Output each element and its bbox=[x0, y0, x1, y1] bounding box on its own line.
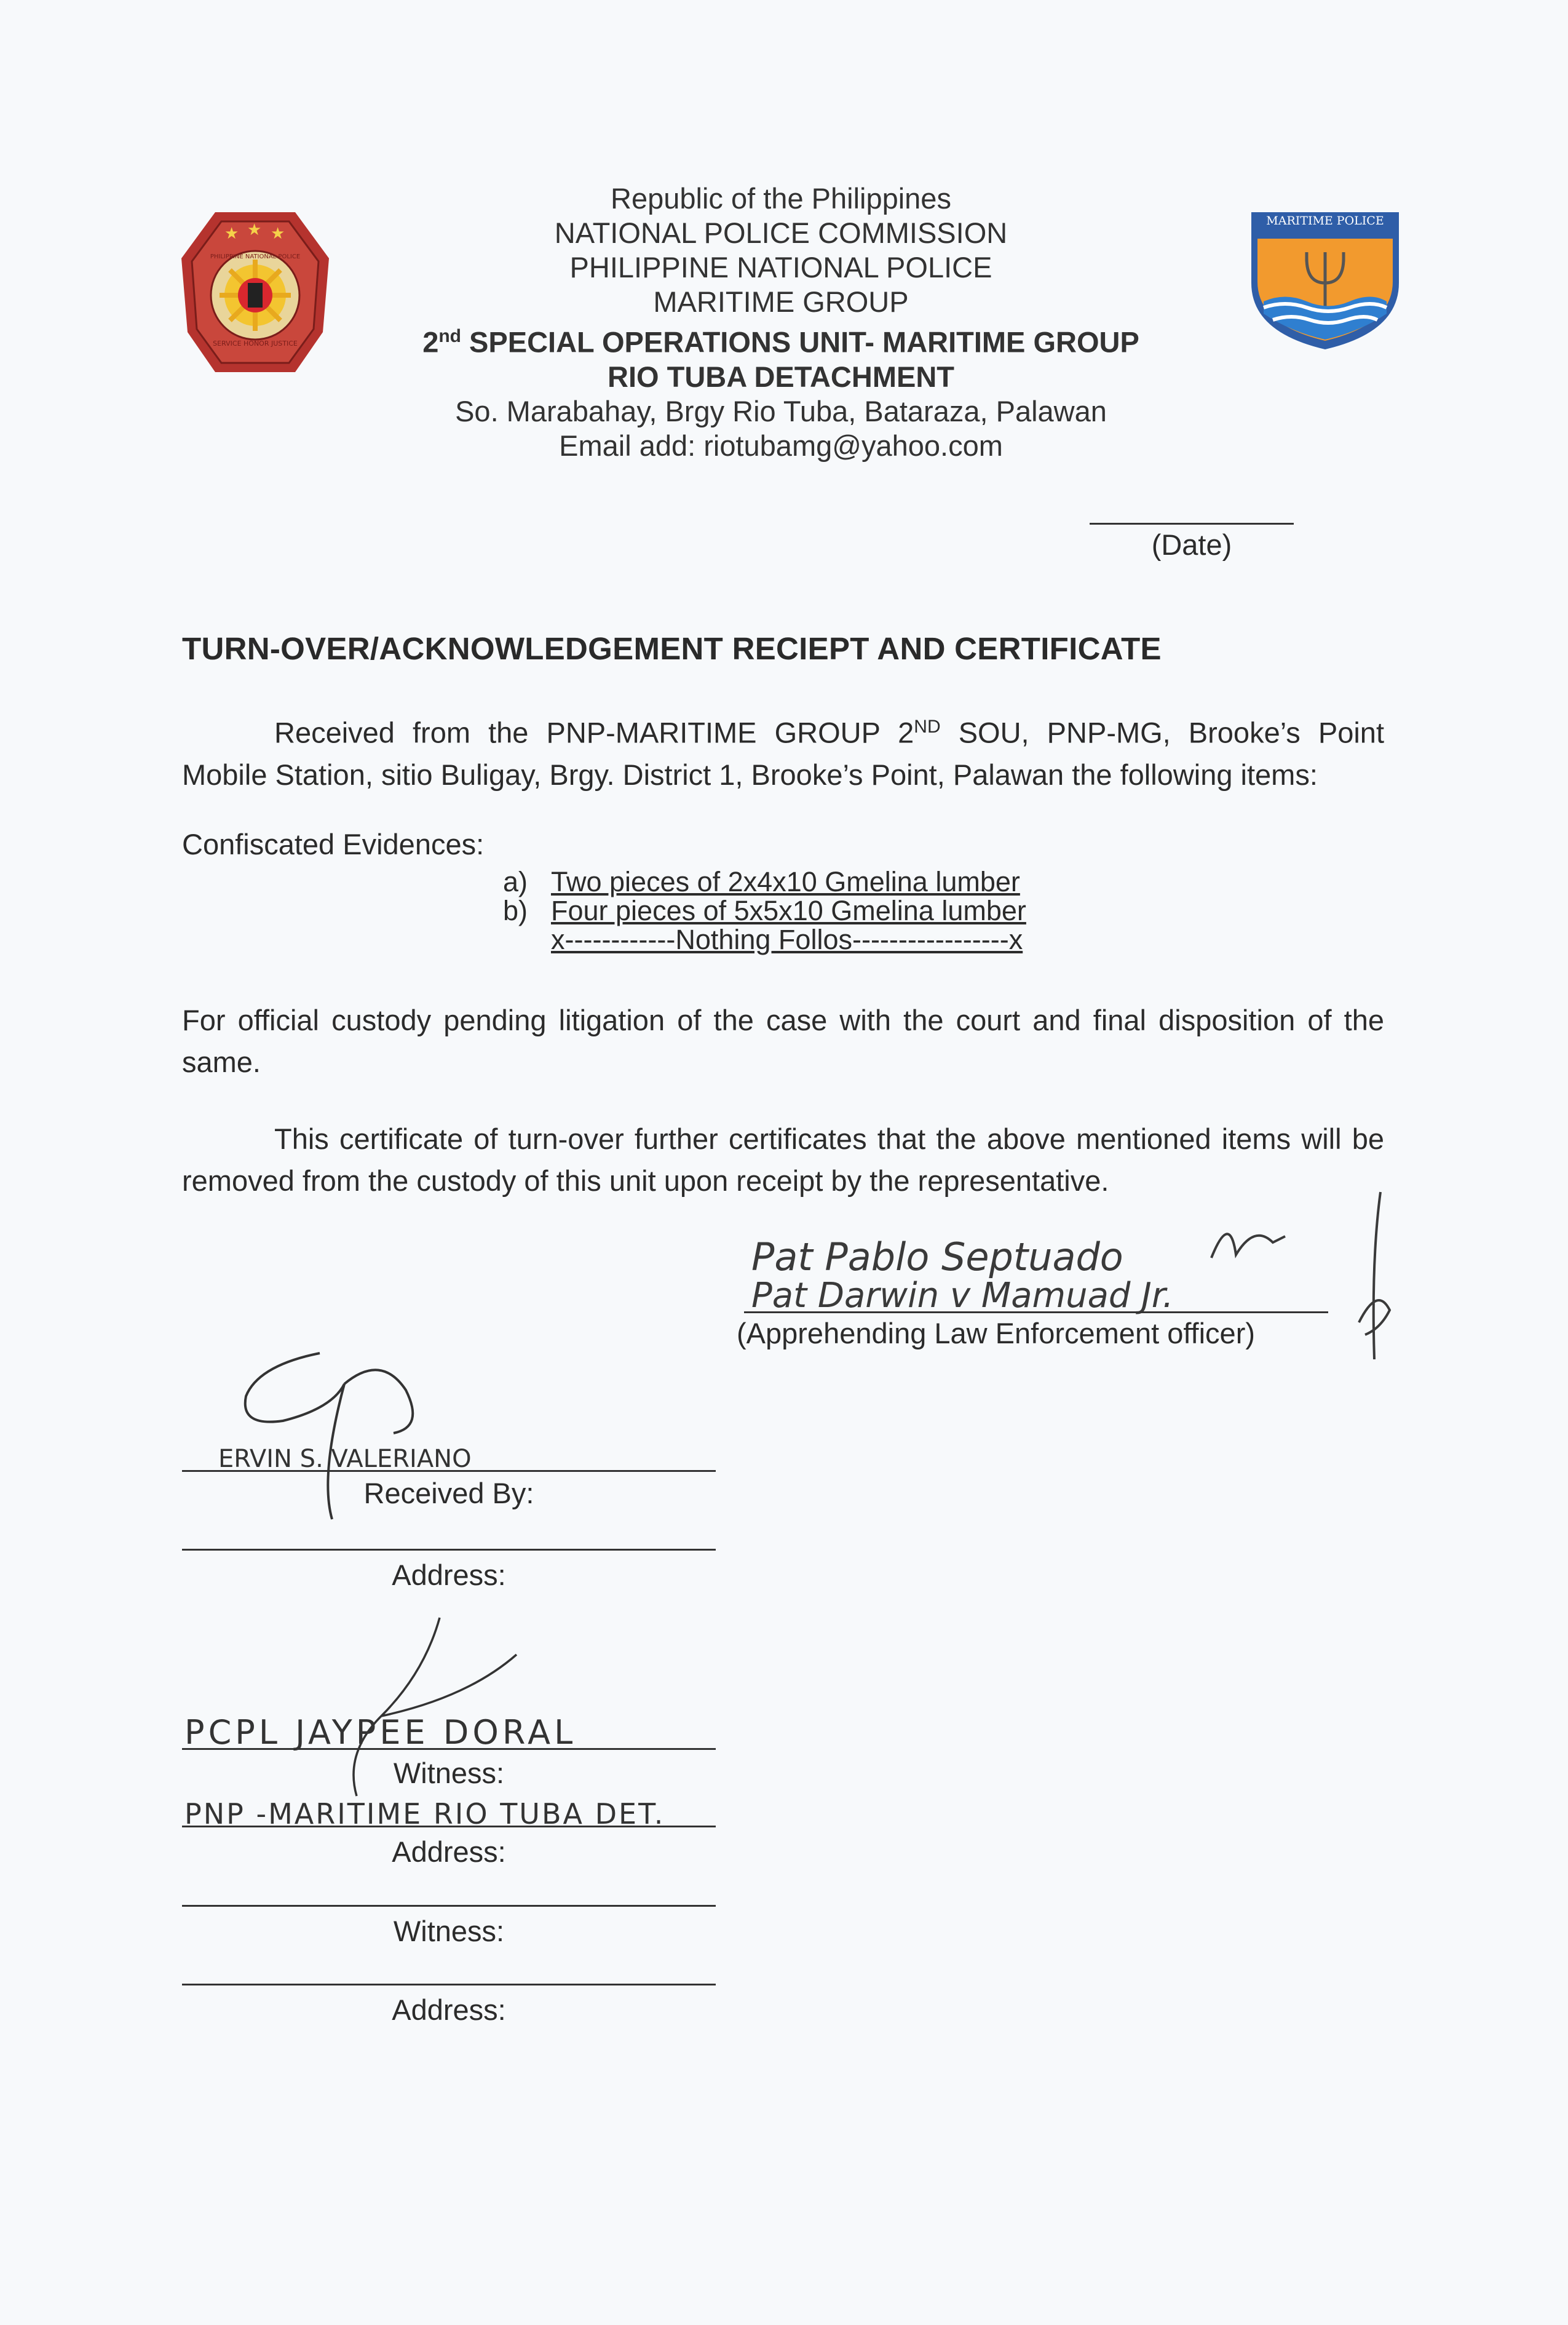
header-napolcom: NATIONAL POLICE COMMISSION bbox=[554, 217, 1008, 249]
custody-paragraph: For official custody pending litigation of the case with the court and final disposition of the same. bbox=[182, 1004, 1384, 1078]
seal-motto-text: SERVICE HONOR JUSTICE bbox=[213, 340, 298, 348]
received-by-line bbox=[182, 1470, 716, 1472]
svg-text:★: ★ bbox=[224, 225, 239, 243]
list-item: b) Four pieces of 5x5x10 Gmelina lumber bbox=[503, 895, 1026, 926]
received-by-label: Received By: bbox=[363, 1477, 534, 1509]
maritime-logo-text: MARITIME POLICE bbox=[1266, 214, 1384, 228]
witness-label-2: Witness: bbox=[393, 1915, 505, 1947]
witness-label-1: Witness: bbox=[393, 1757, 505, 1789]
maritime-police-logo bbox=[1248, 209, 1402, 351]
apprehending-label: (Apprehending Law Enforcement officer) bbox=[737, 1317, 1255, 1349]
certificate-paragraph: This certificate of turn-over further certificates that the above mentioned items will be removed from the custody of this unit upon receipt by the representative. bbox=[182, 1123, 1384, 1197]
witness-line-1 bbox=[182, 1748, 716, 1750]
officer-name-1: Pat Pablo Septuado bbox=[751, 1234, 1123, 1279]
evidence-label: Confiscated Evidences: bbox=[182, 828, 485, 860]
svg-text:★: ★ bbox=[271, 225, 285, 243]
address-label-1: Address: bbox=[392, 1559, 506, 1591]
witness-address: PNP -MARITIME RIO TUBA DET. bbox=[184, 1797, 665, 1830]
received-from-paragraph: Received from the PNP-MARITIME GROUP 2ND SOU, PNP-MG, Brooke’s Point Mobile Station, sitio Buligay, Brgy. District 1, Brooke’s Point, Palawan the following items: bbox=[182, 716, 1384, 791]
header-pnp: PHILIPPINE NATIONAL POLICE bbox=[569, 251, 992, 284]
address-label-2: Address: bbox=[392, 1835, 506, 1868]
address-line-1 bbox=[182, 1549, 716, 1551]
pnp-seal-logo bbox=[178, 209, 332, 375]
date-line bbox=[1090, 523, 1294, 525]
document-title: TURN-OVER/ACKNOWLEDGEMENT RECIEPT AND CERTIFICATE bbox=[182, 631, 1162, 666]
svg-text:★: ★ bbox=[247, 221, 262, 239]
letterhead bbox=[332, 181, 1230, 463]
header-maritime-group: MARITIME GROUP bbox=[653, 285, 909, 318]
seal-ring-text: PHILIPPINE NATIONAL POLICE bbox=[210, 253, 301, 260]
address-line-2 bbox=[182, 1826, 716, 1827]
header-address: So. Marabahay, Brgy Rio Tuba, Bataraza, Palawan bbox=[455, 394, 1107, 427]
date-label: (Date) bbox=[1151, 528, 1232, 561]
header-email: Email add: riotubamg@yahoo.com bbox=[559, 429, 1003, 462]
signature-scribble-icon bbox=[1211, 1234, 1285, 1258]
officer-name-2: Pat Darwin v Mamuad Jr. bbox=[751, 1276, 1174, 1316]
apprehending-signature-line bbox=[744, 1311, 1328, 1313]
list-item: x------------Nothing Follos-----------------x bbox=[551, 924, 1023, 955]
signature-stroke-icon bbox=[1359, 1192, 1390, 1359]
header-detachment: RIO TUBA DETACHMENT bbox=[608, 360, 954, 393]
header-republic: Republic of the Philippines bbox=[611, 182, 951, 215]
header-unit: 2nd SPECIAL OPERATIONS UNIT- MARITIME GROUP bbox=[422, 325, 1139, 359]
address-label-3: Address: bbox=[392, 1993, 506, 2026]
address-line-3 bbox=[182, 1984, 716, 1985]
evidence-list bbox=[503, 867, 1026, 954]
list-item: a) Two pieces of 2x4x10 Gmelina lumber bbox=[503, 866, 1020, 897]
witness-name: PCPL JAYPEE DORAL bbox=[184, 1713, 577, 1752]
received-by-name: ERVIN S. VALERIANO bbox=[218, 1445, 472, 1473]
witness-line-2 bbox=[182, 1905, 716, 1907]
